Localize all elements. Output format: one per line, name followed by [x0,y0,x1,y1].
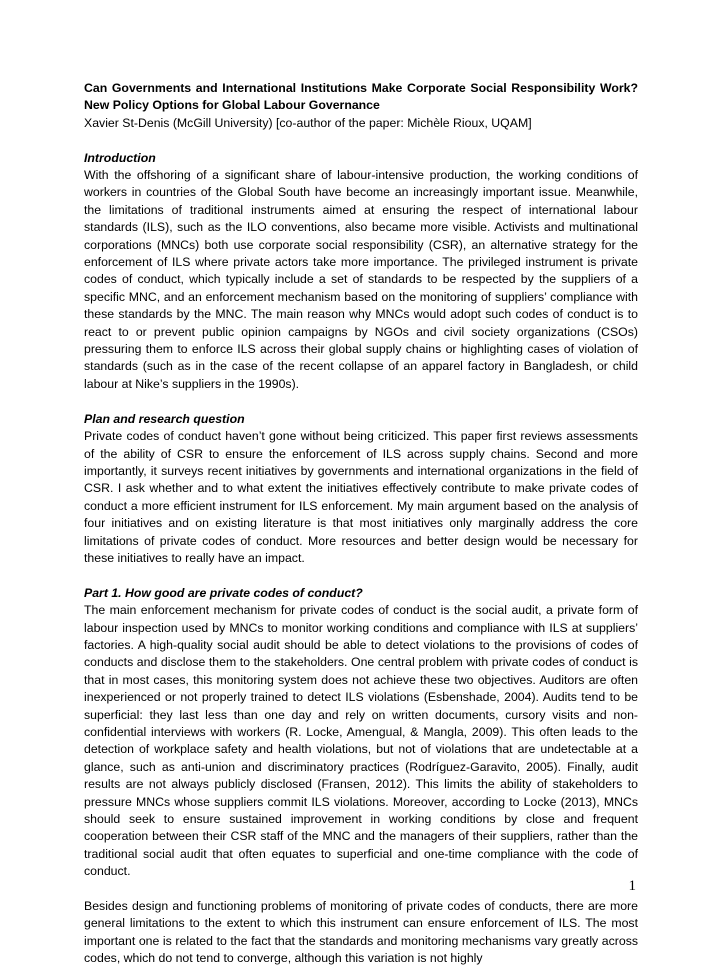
paragraph-part-1-audits: The main enforcement mechanism for private codes of conduct is the social audit, a private form of labour inspection used by MNCs to monitor working conditions and compliance with ILS at suppliers’ factories. A high-quality social audit should be able to detect violations to the provisions of codes of conducts and disclose them to the stakeholders. One central problem with private codes of conduct is that in most cases, this monitoring system does not achieve these two objectives. Auditors are often inexperienced or not properly trained to detect ILS violations (Esbenshade, 2004). Audits tend to be superficial: they last less than one day and rely on written documents, cursory visits and non-confidential interviews with workers (R. Locke, Amengual, & Mangla, 2009). This often leads to the detection of workplace safety and health violations, but not of violations that are undetectable at a glance, such as anti-union and discriminatory practices (Rodríguez-Garavito, 2005). Finally, audit results are not always publicly disclosed (Fransen, 2012). This limits the ability of stakeholders to pressure MNCs whose suppliers commit ILS violations. Moreover, according to Locke (2013), MNCs should seek to ensure sustained improvement in working conditions by close and frequent cooperation between their CSR staff of the MNC and the managers of their suppliers, rather than the traditional social audit that often equates to superficial and one-time compliance with the code of conduct. [84,603,638,879]
section-heading-introduction: Introduction [84,150,156,165]
section-heading-part-1: Part 1. How good are private codes of conduct? [84,585,363,600]
section-heading-plan: Plan and research question [84,411,245,426]
paper-title: Can Governments and International Institutions Make Corporate Social Responsibility Work? New Policy Options for Global Labour Governance [84,81,638,113]
author-line: Xavier St-Denis (McGill University) [co-author of the paper: Michèle Rioux, UQAM] [84,115,532,130]
paragraph-introduction: With the offshoring of a significant share of labour-intensive production, the working conditions of workers in countries of the Global South have become an increasingly important issue. Meanwhile, the limitations of traditional instruments aimed at ensuring the respect of international labour standards (ILS), such as the ILO conventions, also became more visible. Activists and multinational corporations (MNCs) both use corporate social responsibility (CSR), an alternative strategy for the enforcement of ILS where private actors take more importance. The privileged instrument is private codes of conduct, which typically include a set of standards to be respected by the suppliers of a specific MNC, and an enforcement mechanism based on the monitoring of suppliers’ compliance with these standards by the MNC. The main reason why MNCs would adopt such codes of conduct is to react to or prevent public opinion campaigns by NGOs and civil society organizations (CSOs) pressuring them to enforce ILS across their global supply chains or highlighting cases of violation of standards (such as in the case of the recent collapse of an apparel factory in Bangladesh, or child labour at Nike’s suppliers in the 1990s). [84,168,638,391]
document-page [84,80,638,968]
page-number: 1 [628,878,636,894]
paragraph-plan: Private codes of conduct haven’t gone without being criticized. This paper first reviews assessments of the ability of CSR to ensure the enforcement of ILS across supply chains. Second and more importantly, it surveys recent initiatives by governments and international organizations in the field of CSR. I ask whether and to what extent the initiatives effectively contribute to make private codes of conduct a more efficient instrument for ILS enforcement. My main argument based on the analysis of four initiatives and on existing literature is that most initiatives only marginally address the core limitations of private codes of conduct. More resources and better design would be necessary for these initiatives to really have an impact. [84,429,638,565]
paragraph-part-1-limitations: Besides design and functioning problems of monitoring of private codes of conducts, there are more general limitations to the extent to which this instrument can ensure enforcement of ILS. The most important one is related to the fact that the standards and monitoring mechanisms vary greatly across codes, which do not tend to converge, although this variation is not highly [84,899,638,966]
